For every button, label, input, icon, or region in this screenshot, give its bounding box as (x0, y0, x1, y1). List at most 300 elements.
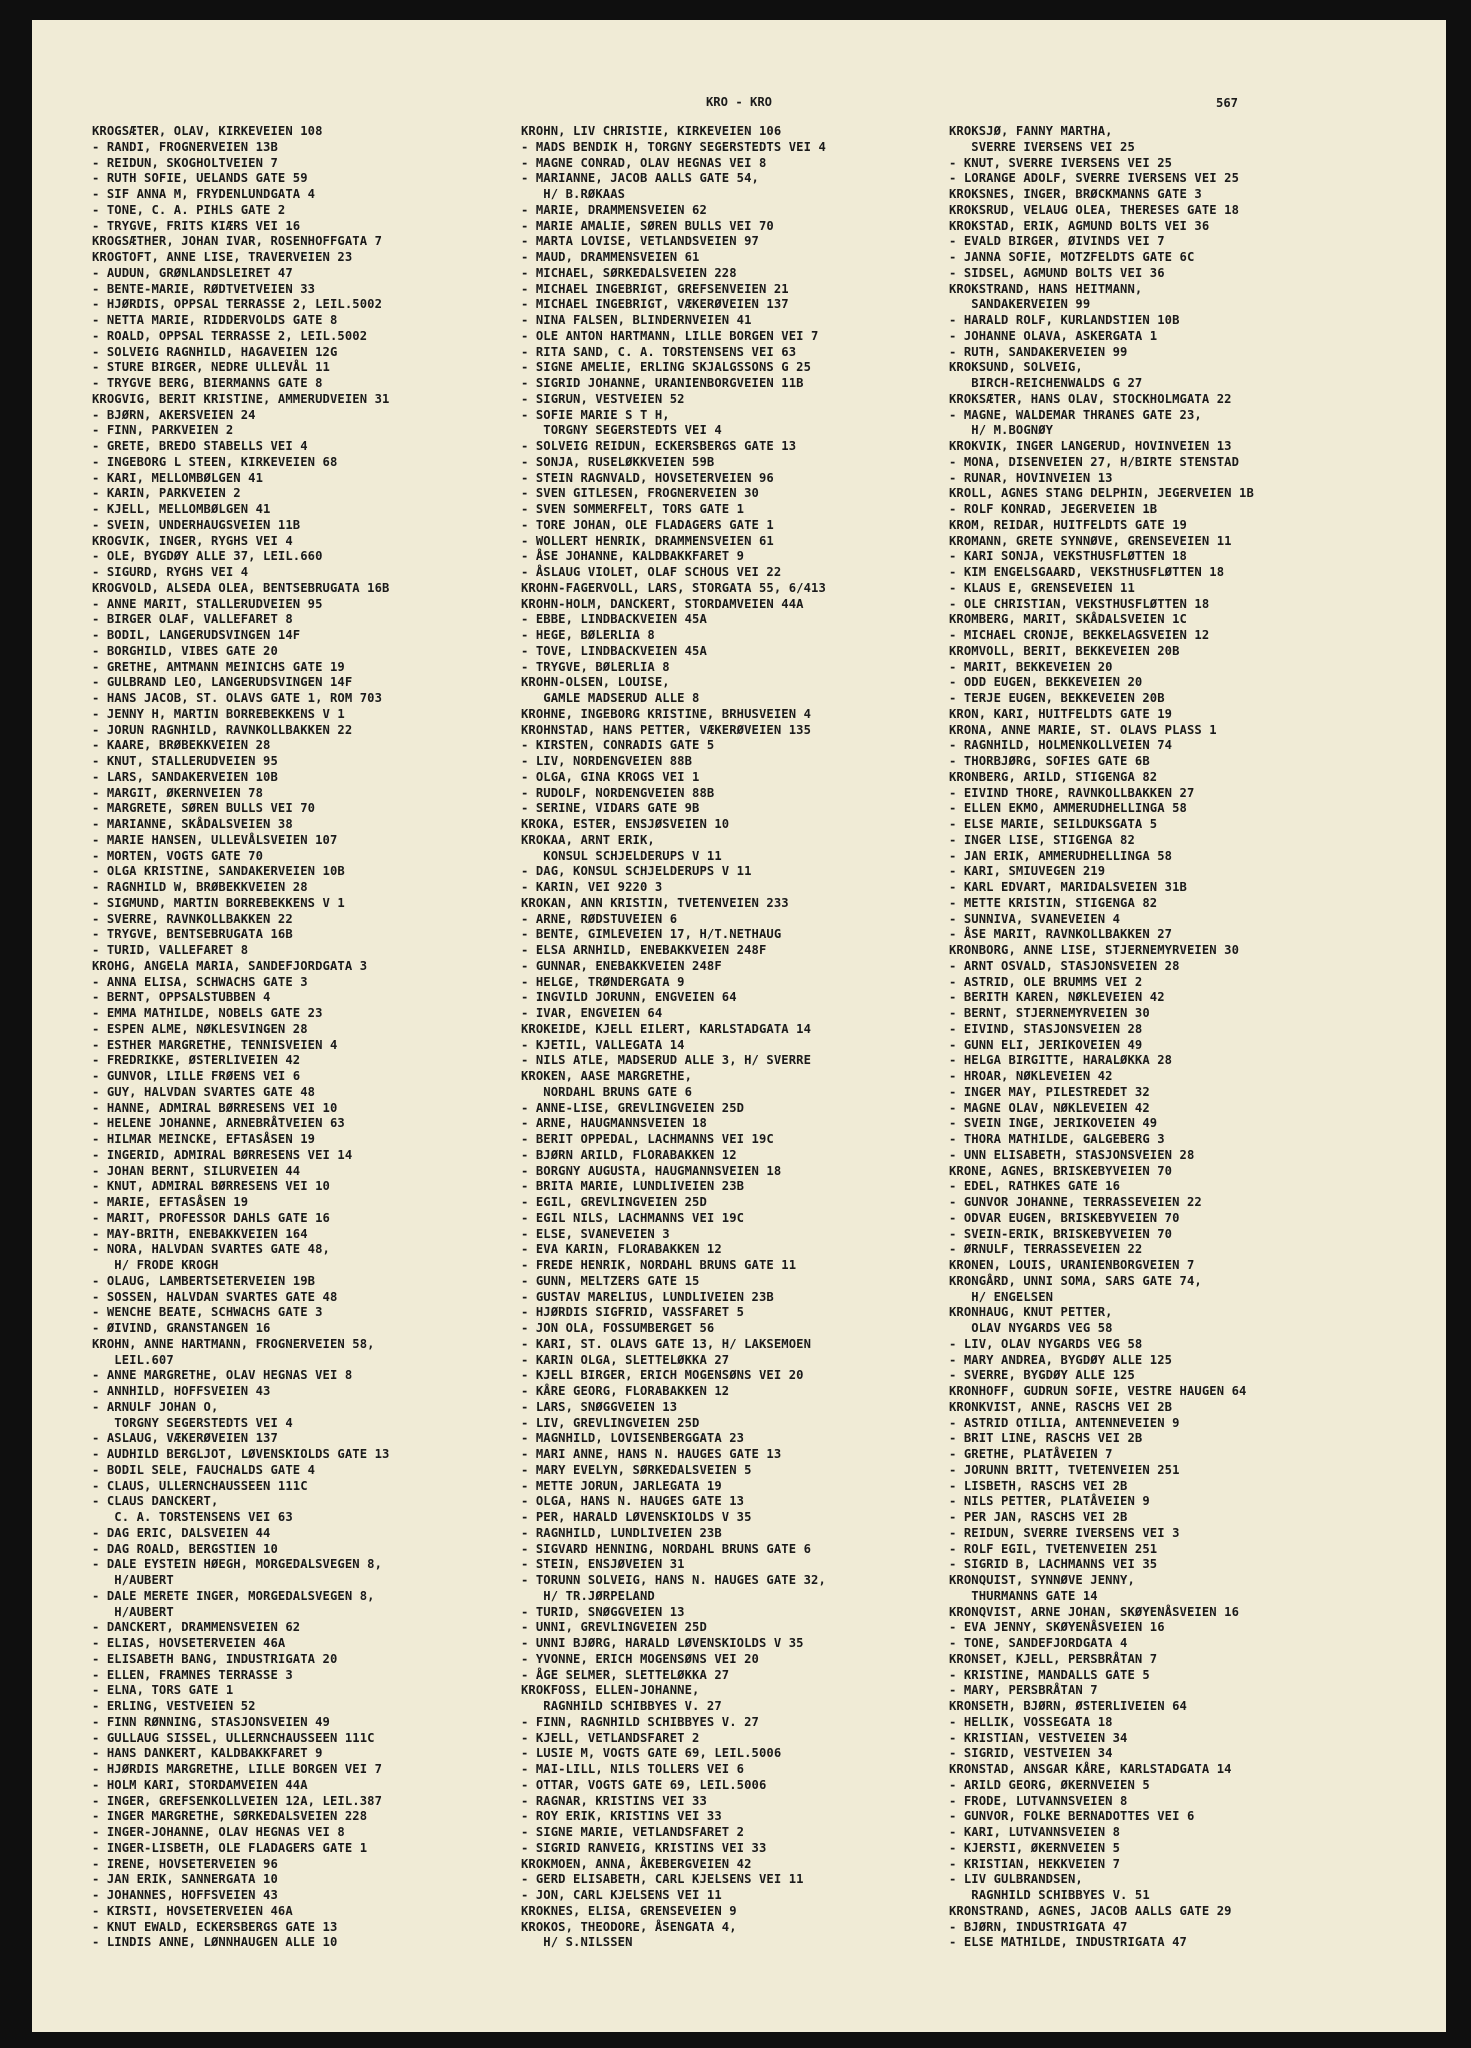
directory-entry: - FREDRIKKE, ØSTERLIVEIEN 42 (92, 1053, 301, 1068)
directory-entry: KROKSJØ, FANNY MARTHA, (949, 124, 1113, 138)
directory-entry: - ASLAUG, VÆKERØVEIEN 137 (92, 1431, 278, 1446)
directory-entry: - MARY, PERSBRÅTAN 7 (949, 1683, 1098, 1698)
directory-entry: RAGNHILD SCHIBBYES V. 51 (949, 1888, 1150, 1902)
directory-entry: - CLAUS DANCKERT, (92, 1494, 219, 1509)
directory-entry: - EIVIND THORE, RAVNKOLLBAKKEN 27 (949, 785, 1195, 800)
directory-entry: - BERIT OPPEDAL, LACHMANNS VEI 19C (521, 1132, 774, 1146)
directory-entry: - SIGRUN, VESTVEIEN 52 (521, 391, 685, 406)
directory-entry: - OTTAR, VOGTS GATE 69, LEIL.5006 (521, 1777, 767, 1792)
directory-entry: KRONQUIST, SYNNØVE JENNY, (949, 1573, 1135, 1587)
directory-entry: - ELNA, TORS GATE 1 (92, 1683, 234, 1698)
directory-entry: - OLGA, GINA KROGS VEI 1 (521, 769, 700, 784)
directory-entry: KROKSNES, INGER, BRØCKMANNS GATE 3 (949, 187, 1202, 201)
directory-entry: BIRCH-REICHENWALDS G 27 (949, 376, 1143, 390)
directory-entry: - ELSE MARIE, SEILDUKSGATA 5 (949, 817, 1158, 831)
directory-entry: KROKSRUD, VELAUG OLEA, THERESES GATE 18 (949, 202, 1240, 217)
directory-entry: - SVEIN, UNDERHAUGSVEIEN 11B (92, 517, 301, 532)
directory-entry: - ROLF EGIL, TVETENVEIEN 251 (949, 1541, 1158, 1556)
directory-entry: - KRISTIAN, HEKKVEIEN 7 (949, 1856, 1121, 1871)
directory-entry: - ASTRID OTILIA, ANTENNEVEIEN 9 (949, 1415, 1180, 1430)
directory-entry: - ARNT OSVALD, STASJONSVEIEN 28 (949, 958, 1180, 973)
directory-entry: - KARI, ST. OLAVS GATE 13, H/ LAKSEMOEN (521, 1336, 812, 1351)
directory-entry: - MARIANNE, SKÅDALSVEIEN 38 (92, 817, 293, 831)
directory-entry: KROHNSTAD, HANS PETTER, VÆKERØVEIEN 135 (521, 722, 812, 737)
directory-entry: - EVALD BIRGER, ØIVINDS VEI 7 (949, 234, 1165, 249)
directory-entry: KRONBORG, ANNE LISE, STJERNEMYRVEIEN 30 (949, 943, 1240, 957)
directory-entry: KROHN, LIV CHRISTIE, KIRKEVEIEN 106 (521, 124, 782, 138)
directory-entry: - TORE JOHAN, OLE FLADAGERS GATE 1 (521, 517, 774, 532)
directory-entry: - ANNHILD, HOFFSVEIEN 43 (92, 1384, 271, 1398)
directory-entry: - JORUNN BRITT, TVETENVEIEN 251 (949, 1462, 1180, 1477)
directory-entry: - ANNE MARIT, STALLERUDVEIEN 95 (92, 596, 323, 611)
directory-entry: - ANNE-LISE, GREVLINGVEIEN 25D (521, 1100, 745, 1115)
directory-entry: - UNNI BJØRG, HARALD LØVENSKIOLDS V 35 (521, 1636, 804, 1650)
directory-entry: KROM, REIDAR, HUITFELDTS GATE 19 (949, 517, 1187, 532)
directory-entry: - ASTRID, OLE BRUMMS VEI 2 (949, 974, 1143, 989)
directory-entry: - METTE KRISTIN, STIGENGA 82 (949, 895, 1158, 910)
directory-entry: KRON, KARI, HUITFELDTS GATE 19 (949, 706, 1173, 721)
directory-entry: - SVEN GITLESEN, FROGNERVEIEN 30 (521, 486, 759, 501)
directory-entry: - EDEL, RATHKES GATE 16 (949, 1179, 1121, 1194)
directory-entry: - SERINE, VIDARS GATE 9B (521, 801, 700, 816)
directory-entry: - MICHAEL, SØRKEDALSVEIEN 228 (521, 265, 737, 280)
directory-entry: KROMANN, GRETE SYNNØVE, GRENSEVEIEN 11 (949, 533, 1232, 548)
directory-entry: - WOLLERT HENRIK, DRAMMENSVEIEN 61 (521, 533, 774, 548)
directory-entry: - MAI-LILL, NILS TOLLERS VEI 6 (521, 1762, 745, 1776)
directory-entry: - SIGVARD HENNING, NORDAHL BRUNS GATE 6 (521, 1541, 812, 1556)
directory-entry: - BJØRN, INDUSTRIGATA 47 (949, 1919, 1128, 1934)
directory-entry: - KARIN, PARKVEIEN 2 (92, 486, 241, 501)
directory-entry: - HEGE, BØLERLIA 8 (521, 628, 655, 642)
directory-entry: - DALE EYSTEIN HØEGH, MORGEDALSVEGEN 8, (92, 1557, 383, 1572)
directory-entry: - MADS BENDIK H, TORGNY SEGERSTEDTS VEI 4 (521, 139, 826, 154)
directory-entry: - MICHAEL CRONJE, BEKKELAGSVEIEN 12 (949, 628, 1210, 642)
directory-entry: KROHN, ANNE HARTMANN, FROGNERVEIEN 58, (92, 1336, 375, 1351)
directory-entry: - BODIL SELE, FAUCHALDS GATE 4 (92, 1462, 316, 1477)
directory-entry: - NILS PETTER, PLATÅVEIEN 9 (949, 1494, 1150, 1509)
directory-entry: - FINN, PARKVEIEN 2 (92, 423, 234, 438)
directory-entry: H/ S.NILSSEN (521, 1935, 633, 1950)
directory-entry: - MORTEN, VOGTS GATE 70 (92, 848, 264, 863)
directory-entry: - SOFIE MARIE S T H, (521, 407, 670, 422)
directory-entry: - HJØRDIS MARGRETHE, LILLE BORGEN VEI 7 (92, 1762, 383, 1776)
directory-entry: - KNUT, SVERRE IVERSENS VEI 25 (949, 155, 1173, 170)
directory-entry: KROLL, AGNES STANG DELPHIN, JEGERVEIEN 1B (949, 486, 1254, 501)
directory-entry: - DANCKERT, DRAMMENSVEIEN 62 (92, 1620, 301, 1635)
directory-entry: - SIGMUND, MARTIN BORREBEKKENS V 1 (92, 895, 345, 910)
directory-entry: - FRODE, LUTVANNSVEIEN 8 (949, 1793, 1128, 1808)
directory-entry: KROHN-HOLM, DANCKERT, STORDAMVEIEN 44A (521, 596, 804, 611)
directory-entry: - JOHANNES, HOFFSVEIEN 43 (92, 1888, 278, 1902)
directory-entry: - BORGNY AUGUSTA, HAUGMANNSVEIEN 18 (521, 1163, 782, 1178)
directory-entry: - LIV, GREVLINGVEIEN 25D (521, 1415, 700, 1430)
directory-entry: - KARIN OLGA, SLETTELØKKA 27 (521, 1352, 730, 1367)
directory-entry: - NORA, HALVDAN SVARTES GATE 48, (92, 1242, 330, 1257)
directory-entry: - GULLAUG SISSEL, ULLERNCHAUSSEEN 111C (92, 1730, 375, 1745)
directory-entry: - LUSIE M, VOGTS GATE 69, LEIL.5006 (521, 1746, 782, 1761)
directory-column-2 (521, 124, 826, 1951)
directory-entry: KONSUL SCHJELDERUPS V 11 (521, 848, 722, 863)
directory-entry: - KJELL, MELLOMBØLGEN 41 (92, 502, 271, 516)
directory-entry: - JOHANNE OLAVA, ASKERGATA 1 (949, 328, 1158, 343)
directory-entry: - HELENE JOHANNE, ARNEBRÅTVEIEN 63 (92, 1116, 345, 1131)
directory-entry: - HROAR, NØKLEVEIEN 42 (949, 1069, 1113, 1083)
directory-entry: KROGTOFT, ANNE LISE, TRAVERVEIEN 23 (92, 250, 353, 264)
directory-entry: - GRETE, BREDO STABELLS VEI 4 (92, 439, 308, 453)
directory-entry: - STEIN, ENSJØVEIEN 31 (521, 1557, 685, 1572)
directory-entry: - ØRNULF, TERRASSEVEIEN 22 (949, 1242, 1143, 1257)
directory-entry: - SVEIN-ERIK, BRISKEBYVEIEN 70 (949, 1226, 1173, 1241)
directory-entry: - ÅGE SELMER, SLETTELØKKA 27 (521, 1667, 730, 1682)
directory-entry: - EBBE, LINDBACKVEIEN 45A (521, 612, 707, 627)
directory-entry: - INGER MAY, PILESTREDET 32 (949, 1084, 1150, 1099)
directory-entry: KROGSÆTHER, JOHAN IVAR, ROSENHOFFGATA 7 (92, 234, 383, 249)
directory-entry: - OLGA KRISTINE, SANDAKERVEIEN 10B (92, 864, 345, 879)
directory-entry: - BRITA MARIE, LUNDLIVEIEN 23B (521, 1179, 745, 1194)
directory-entry: - ELSE, SVANEVEIEN 3 (521, 1226, 670, 1241)
directory-entry: - JOHAN BERNT, SILURVEIEN 44 (92, 1163, 301, 1178)
directory-entry: - TONE, SANDEFJORDGATA 4 (949, 1636, 1128, 1650)
directory-entry: - MARIT, PROFESSOR DAHLS GATE 16 (92, 1210, 330, 1225)
directory-entry: - LIV GULBRANDSEN, (949, 1872, 1083, 1887)
directory-entry: - INGER, GREFSENKOLLVEIEN 12A, LEIL.387 (92, 1793, 383, 1808)
directory-entry: - KRISTIAN, VESTVEIEN 34 (949, 1730, 1128, 1745)
directory-entry: - TURID, VALLEFARET 8 (92, 943, 249, 957)
directory-entry: - DALE MERETE INGER, MORGEDALSVEGEN 8, (92, 1588, 375, 1603)
directory-entry: H/ ENGELSEN (949, 1289, 1054, 1304)
directory-entry: - SVEIN INGE, JERIKOVEIEN 49 (949, 1116, 1158, 1131)
directory-entry: KROGVIK, INGER, RYGHS VEI 4 (92, 533, 293, 548)
directory-entry: - MARGRETE, SØREN BULLS VEI 70 (92, 801, 316, 816)
directory-entry: - EIVIND, STASJONSVEIEN 28 (949, 1021, 1143, 1036)
directory-entry: - BENTE, GIMLEVEIEN 17, H/T.NETHAUG (521, 927, 782, 942)
directory-entry: KRONGÅRD, UNNI SOMA, SARS GATE 74, (949, 1273, 1202, 1288)
directory-entry: - ROY ERIK, KRISTINS VEI 33 (521, 1809, 722, 1824)
directory-entry: - HANNE, ADMIRAL BØRRESENS VEI 10 (92, 1100, 338, 1115)
directory-entry: - SOLVEIG RAGNHILD, HAGAVEIEN 12G (92, 344, 338, 359)
directory-entry: - UNN ELISABETH, STASJONSVEIEN 28 (949, 1147, 1195, 1162)
directory-entry: - ELLEN, FRAMNES TERRASSE 3 (92, 1667, 293, 1682)
directory-entry: - RAGNHILD, LUNDLIVEIEN 23B (521, 1525, 722, 1540)
directory-entry: - SVERRE, RAVNKOLLBAKKEN 22 (92, 911, 293, 926)
directory-entry: - AUDHILD BERGLJOT, LØVENSKIOLDS GATE 13 (92, 1447, 390, 1461)
directory-entry: - ARNULF JOHAN O, (92, 1399, 219, 1414)
directory-entry: H/AUBERT (92, 1573, 174, 1587)
directory-entry: - TOVE, LINDBACKVEIEN 45A (521, 643, 707, 658)
directory-entry: - NETTA MARIE, RIDDERVOLDS GATE 8 (92, 313, 338, 327)
directory-entry: - MARIE HANSEN, ULLEVÅLSVEIEN 107 (92, 832, 338, 847)
directory-entry: - BENTE-MARIE, RØDTVETVEIEN 33 (92, 281, 316, 296)
directory-entry: - BERNT, OPPSALSTUBBEN 4 (92, 990, 271, 1005)
directory-entry: - GRETHE, PLATÅVEIEN 7 (949, 1447, 1113, 1461)
page-number: 567 (1216, 96, 1239, 110)
directory-entry: TORGNY SEGERSTEDTS VEI 4 (92, 1415, 293, 1430)
directory-entry: - GRETHE, AMTMANN MEINICHS GATE 19 (92, 659, 345, 674)
directory-entry: SVERRE IVERSENS VEI 25 (949, 139, 1135, 154)
directory-entry: - IVAR, ENGVEIEN 64 (521, 1006, 663, 1020)
directory-entry: KROHG, ANGELA MARIA, SANDEFJORDGATA 3 (92, 958, 368, 973)
directory-entry: - EVA JENNY, SKØYENÅSVEIEN 16 (949, 1620, 1165, 1635)
directory-entry: - BJØRN ARILD, FLORABAKKEN 12 (521, 1147, 737, 1162)
directory-entry: KROGSÆTER, OLAV, KIRKEVEIEN 108 (92, 124, 323, 138)
directory-entry: - NINA FALSEN, BLINDERNVEIEN 41 (521, 313, 752, 327)
directory-entry: - PER, HARALD LØVENSKIOLDS V 35 (521, 1510, 752, 1524)
directory-entry: - BRIT LINE, RASCHS VEI 2B (949, 1431, 1143, 1446)
directory-entry: THURMANNS GATE 14 (949, 1588, 1098, 1603)
directory-entry: KROKNES, ELISA, GRENSEVEIEN 9 (521, 1903, 737, 1918)
directory-entry: - JORUN RAGNHILD, RAVNKOLLBAKKEN 22 (92, 722, 353, 737)
directory-entry: - ARILD GEORG, ØKERNVEIEN 5 (949, 1777, 1150, 1792)
directory-entry: - LIV, NORDENGVEIEN 88B (521, 754, 693, 768)
directory-entry: - TERJE EUGEN, BEKKEVEIEN 20B (949, 691, 1165, 705)
directory-entry: - LINDIS ANNE, LØNNHAUGEN ALLE 10 (92, 1935, 338, 1950)
directory-entry: - INGEBORG L STEEN, KIRKEVEIEN 68 (92, 454, 338, 469)
directory-entry: - KIRSTEN, CONRADIS GATE 5 (521, 738, 715, 753)
directory-entry: - HARALD ROLF, KURLANDSTIEN 10B (949, 313, 1180, 327)
directory-entry: - KJETIL, VALLEGATA 14 (521, 1037, 685, 1052)
directory-entry: - EVA KARIN, FLORABAKKEN 12 (521, 1242, 722, 1257)
directory-entry: - SOSSEN, HALVDAN SVARTES GATE 48 (92, 1289, 338, 1304)
directory-entry: - RUTH SOFIE, UELANDS GATE 59 (92, 171, 308, 186)
directory-entry: KROMVOLL, BERIT, BEKKEVEIEN 20B (949, 643, 1180, 658)
directory-entry: KRONKVIST, ANNE, RASCHS VEI 2B (949, 1399, 1173, 1414)
directory-entry: - MONA, DISENVEIEN 27, H/BIRTE STENSTAD (949, 454, 1240, 469)
directory-entry: - OLGA, HANS N. HAUGES GATE 13 (521, 1494, 745, 1509)
directory-entry: - JAN ERIK, AMMERUDHELLINGA 58 (949, 848, 1173, 863)
directory-entry: - KARL EDVART, MARIDALSVEIEN 31B (949, 880, 1187, 894)
directory-entry: - MARTA LOVISE, VETLANDSVEIEN 97 (521, 234, 759, 249)
directory-entry: - TRYGVE, FRITS KIÆRS VEI 16 (92, 218, 301, 233)
directory-entry: KRONQVIST, ARNE JOHAN, SKØYENÅSVEIEN 16 (949, 1604, 1240, 1619)
directory-entry: KROGVOLD, ALSEDA OLEA, BENTSEBRUGATA 16B (92, 580, 390, 595)
directory-entry: - RUNAR, HOVINVEIEN 13 (949, 470, 1113, 485)
directory-entry: - KAARE, BRØBEKKVEIEN 28 (92, 738, 271, 753)
directory-entry: - GERD ELISABETH, CARL KJELSENS VEI 11 (521, 1872, 804, 1887)
directory-entry: KROKAN, ANN KRISTIN, TVETENVEIEN 233 (521, 895, 789, 910)
directory-entry: KROKSUND, SOLVEIG, (949, 360, 1083, 375)
directory-entry: - INGER-JOHANNE, OLAV HEGNAS VEI 8 (92, 1825, 345, 1839)
directory-entry: - MAUD, DRAMMENSVEIEN 61 (521, 250, 700, 264)
directory-entry: KRONSTAD, ANSGAR KÅRE, KARLSTADGATA 14 (949, 1762, 1232, 1776)
directory-entry: - ELIAS, HOVSETERVEIEN 46A (92, 1636, 286, 1650)
directory-entry: - KÅRE GEORG, FLORABAKKEN 12 (521, 1384, 730, 1398)
directory-entry: - EMMA MATHILDE, NOBELS GATE 23 (92, 1006, 323, 1020)
directory-entry: - LORANGE ADOLF, SVERRE IVERSENS VEI 25 (949, 171, 1240, 186)
directory-entry: - DAG ERIC, DALSVEIEN 44 (92, 1525, 271, 1540)
directory-entry: - MARI ANNE, HANS N. HAUGES GATE 13 (521, 1447, 782, 1461)
directory-entry: - ANNA ELISA, SCHWACHS GATE 3 (92, 974, 308, 989)
directory-entry: - MAGNE CONRAD, OLAV HEGNAS VEI 8 (521, 155, 767, 170)
directory-entry: - METTE JORUN, JARLEGATA 19 (521, 1478, 722, 1493)
directory-entry: - KARIN, VEI 9220 3 (521, 880, 663, 894)
directory-entry: GAMLE MADSERUD ALLE 8 (521, 691, 700, 705)
directory-entry: - KARI, SMIUVEGEN 219 (949, 864, 1106, 879)
directory-entry: - SIDSEL, AGMUND BOLTS VEI 36 (949, 265, 1165, 280)
directory-entry: - KARI SONJA, VEKSTHUSFLØTTEN 18 (949, 549, 1187, 564)
directory-entry: - KNUT, ADMIRAL BØRRESENS VEI 10 (92, 1179, 330, 1194)
directory-entry: - EGIL NILS, LACHMANNS VEI 19C (521, 1210, 745, 1225)
directory-entry: - LISBETH, RASCHS VEI 2B (949, 1478, 1128, 1493)
directory-entry: - KARI, LUTVANNSVEIEN 8 (949, 1825, 1121, 1839)
directory-entry: KRONSET, KJELL, PERSBRÅTAN 7 (949, 1651, 1158, 1666)
directory-entry: - ELISABETH BANG, INDUSTRIGATA 20 (92, 1651, 338, 1666)
directory-entry: - WENCHE BEATE, SCHWACHS GATE 3 (92, 1305, 323, 1320)
directory-entry: - OLE CHRISTIAN, VEKSTHUSFLØTTEN 18 (949, 596, 1210, 611)
directory-entry: - RAGNHILD W, BRØBEKKVEIEN 28 (92, 880, 308, 894)
directory-entry: - MARIANNE, JACOB AALLS GATE 54, (521, 171, 759, 186)
directory-entry: - KIM ENGELSGAARD, VEKSTHUSFLØTTEN 18 (949, 565, 1225, 579)
directory-entry: KROGVIG, BERIT KRISTINE, AMMERUDVEIEN 31 (92, 391, 390, 406)
directory-entry: - INGER-LISBETH, OLE FLADAGERS GATE 1 (92, 1840, 368, 1855)
directory-entry: TORGNY SEGERSTEDTS VEI 4 (521, 423, 722, 438)
directory-entry: KRONHAUG, KNUT PETTER, (949, 1305, 1113, 1320)
directory-entry: - GUSTAV MARELIUS, LUNDLIVEIEN 23B (521, 1289, 774, 1304)
directory-entry: - JAN ERIK, SANNERGATA 10 (92, 1872, 278, 1887)
directory-column-1 (92, 124, 390, 1951)
directory-entry: - REIDUN, SKOGHOLTVEIEN 7 (92, 155, 278, 170)
directory-entry: - LARS, SANDAKERVEIEN 10B (92, 769, 278, 784)
directory-entry: - TORUNN SOLVEIG, HANS N. HAUGES GATE 32, (521, 1573, 826, 1587)
directory-column-3 (949, 124, 1254, 1951)
directory-entry: - NILS ATLE, MADSERUD ALLE 3, H/ SVERRE (521, 1053, 812, 1068)
directory-entry: KRONE, AGNES, BRISKEBYVEIEN 70 (949, 1163, 1173, 1178)
directory-entry: KROKEN, AASE MARGRETHE, (521, 1069, 693, 1083)
directory-entry: - BERITH KAREN, NØKLEVEIEN 42 (949, 990, 1165, 1005)
directory-entry: - ELSE MATHILDE, INDUSTRIGATA 47 (949, 1935, 1187, 1950)
directory-entry: KROMBERG, MARIT, SKÅDALSVEIEN 1C (949, 612, 1187, 627)
directory-entry: - RUDOLF, NORDENGVEIEN 88B (521, 785, 715, 800)
directory-entry: - MARGIT, ØKERNVEIEN 78 (92, 785, 264, 800)
directory-entry: KRONHOFF, GUDRUN SOFIE, VESTRE HAUGEN 64 (949, 1384, 1247, 1398)
directory-page (32, 20, 1446, 2032)
directory-entry: H/AUBERT (92, 1604, 174, 1619)
directory-entry: - EGIL, GREVLINGVEIEN 25D (521, 1195, 707, 1209)
directory-entry: - CLAUS, ULLERNCHAUSSEEN 111C (92, 1478, 308, 1493)
directory-entry: KROKSTRAND, HANS HEITMANN, (949, 281, 1143, 296)
directory-entry: - MAY-BRITH, ENEBAKKVEIEN 164 (92, 1226, 308, 1241)
directory-entry: - ÅSE JOHANNE, KALDBAKKFARET 9 (521, 549, 745, 564)
directory-entry: H/ B.RØKAAS (521, 187, 626, 201)
directory-entry: - HELGA BIRGITTE, HARALØKKA 28 (949, 1053, 1173, 1068)
directory-entry: KRONA, ANNE MARIE, ST. OLAVS PLASS 1 (949, 722, 1217, 737)
directory-entry: - MARY ANDREA, BYGDØY ALLE 125 (949, 1352, 1173, 1367)
directory-entry: - SIGRID RANVEIG, KRISTINS VEI 33 (521, 1840, 767, 1855)
directory-entry: - JON, CARL KJELSENS VEI 11 (521, 1888, 722, 1902)
directory-entry: - ELLEN EKMO, AMMERUDHELLINGA 58 (949, 801, 1187, 816)
directory-entry: - ERLING, VESTVEIEN 52 (92, 1699, 256, 1713)
directory-entry: - MAGNE OLAV, NØKLEVEIEN 42 (949, 1100, 1150, 1115)
directory-entry: - IRENE, HOVSETERVEIEN 96 (92, 1856, 278, 1871)
directory-entry: - INGERID, ADMIRAL BØRRESENS VEI 14 (92, 1147, 353, 1162)
directory-entry: KROHN-OLSEN, LOUISE, (521, 675, 670, 690)
directory-entry: - MAGNHILD, LOVISENBERGGATA 23 (521, 1431, 745, 1446)
directory-entry: - KJELL BIRGER, ERICH MOGENSØNS VEI 20 (521, 1368, 804, 1383)
directory-entry: - REIDUN, SVERRE IVERSENS VEI 3 (949, 1525, 1180, 1540)
directory-entry: - ROLF KONRAD, JEGERVEIEN 1B (949, 502, 1158, 516)
directory-entry: - MICHAEL INGEBRIGT, VÆKERØVEIEN 137 (521, 297, 789, 312)
directory-entry: - BJØRN, AKERSVEIEN 24 (92, 407, 256, 422)
directory-entry: C. A. TORSTENSENS VEI 63 (92, 1510, 293, 1524)
directory-entry: - HJØRDIS SIGFRID, VASSFARET 5 (521, 1305, 745, 1320)
directory-entry: - STEIN RAGNVALD, HOVSETERVEIEN 96 (521, 470, 774, 485)
directory-entry: H/ TR.JØRPELAND (521, 1588, 655, 1603)
directory-entry: - RANDI, FROGNERVEIEN 13B (92, 139, 278, 154)
directory-entry: - GUY, HALVDAN SVARTES GATE 48 (92, 1084, 316, 1099)
directory-entry: - LIV, OLAV NYGARDS VEG 58 (949, 1336, 1143, 1351)
directory-entry: - GUNN, MELTZERS GATE 15 (521, 1273, 700, 1288)
directory-entry: - SUNNIVA, SVANEVEIEN 4 (949, 911, 1121, 926)
directory-entry: - RUTH, SANDAKERVEIEN 99 (949, 344, 1128, 359)
directory-entry: - SIGURD, RYGHS VEI 4 (92, 565, 249, 579)
directory-entry: - ELSA ARNHILD, ENEBAKKVEIEN 248F (521, 943, 767, 957)
directory-entry: - INGER LISE, STIGENGA 82 (949, 832, 1135, 847)
directory-entry: KROKSTAD, ERIK, AGMUND BOLTS VEI 36 (949, 218, 1210, 233)
directory-entry: - HOLM KARI, STORDAMVEIEN 44A (92, 1777, 308, 1792)
directory-entry: OLAV NYGARDS VEG 58 (949, 1321, 1113, 1335)
directory-entry: - BERNT, STJERNEMYRVEIEN 30 (949, 1006, 1150, 1020)
directory-entry: - FINN, RAGNHILD SCHIBBYES V. 27 (521, 1714, 759, 1729)
directory-entry: KROKA, ESTER, ENSJØSVEIEN 10 (521, 817, 730, 831)
directory-entry: - SIGNE AMELIE, ERLING SKJALGSSONS G 25 (521, 360, 812, 375)
directory-entry: - MARIE AMALIE, SØREN BULLS VEI 70 (521, 218, 774, 233)
directory-entry: - HJØRDIS, OPPSAL TERRASSE 2, LEIL.5002 (92, 297, 383, 312)
directory-entry: - ØIVIND, GRANSTANGEN 16 (92, 1321, 271, 1335)
directory-entry: - MARIE, DRAMMENSVEIEN 62 (521, 202, 707, 217)
directory-entry: - RITA SAND, C. A. TORSTENSENS VEI 63 (521, 344, 797, 359)
directory-entry: - KRISTINE, MANDALLS GATE 5 (949, 1667, 1150, 1682)
directory-entry: - TRYGVE, BENTSEBRUGATA 16B (92, 927, 293, 942)
directory-entry: - ÅSLAUG VIOLET, OLAF SCHOUS VEI 22 (521, 565, 782, 579)
directory-entry: SANDAKERVEIEN 99 (949, 297, 1091, 312)
directory-entry: - ESPEN ALME, NØKLESVINGEN 28 (92, 1021, 308, 1036)
directory-entry: - GUNVOR, LILLE FRØENS VEI 6 (92, 1069, 301, 1083)
directory-entry: - HANS JACOB, ST. OLAVS GATE 1, ROM 703 (92, 691, 383, 705)
directory-entry: KRONSTRAND, AGNES, JACOB AALLS GATE 29 (949, 1903, 1232, 1918)
directory-entry: - HELLIK, VOSSEGATA 18 (949, 1714, 1113, 1729)
directory-entry: H/ FRODE KROGH (92, 1258, 219, 1272)
directory-entry: - FREDE HENRIK, NORDAHL BRUNS GATE 11 (521, 1258, 797, 1272)
directory-entry: - ODVAR EUGEN, BRISKEBYVEIEN 70 (949, 1210, 1180, 1225)
directory-entry: KRONSETH, BJØRN, ØSTERLIVEIEN 64 (949, 1699, 1187, 1713)
directory-entry: - UNNI, GREVLINGVEIEN 25D (521, 1620, 707, 1635)
directory-entry: - RAGNAR, KRISTINS VEI 33 (521, 1793, 707, 1808)
directory-entry: - ARNE, RØDSTUVEIEN 6 (521, 911, 678, 926)
directory-entry: - ROALD, OPPSAL TERRASSE 2, LEIL.5002 (92, 328, 368, 343)
directory-entry: - TURID, SNØGGVEIEN 13 (521, 1604, 685, 1619)
directory-entry: - LARS, SNØGGVEIEN 13 (521, 1399, 678, 1414)
directory-entry: KROHNE, INGEBORG KRISTINE, BRHUSVEIEN 4 (521, 706, 812, 721)
directory-entry: - JENNY H, MARTIN BORREBEKKENS V 1 (92, 706, 345, 721)
directory-entry: - TONE, C. A. PIHLS GATE 2 (92, 202, 286, 217)
directory-entry: - KNUT, STALLERUDVEIEN 95 (92, 754, 278, 768)
directory-entry: KROKEIDE, KJELL EILERT, KARLSTADGATA 14 (521, 1021, 812, 1036)
directory-entry: - HELGE, TRØNDERGATA 9 (521, 974, 685, 989)
directory-entry: - PER JAN, RASCHS VEI 2B (949, 1510, 1128, 1524)
directory-entry: - ANNE MARGRETHE, OLAV HEGNAS VEI 8 (92, 1368, 353, 1383)
directory-entry: H/ M.BOGNØY (949, 423, 1054, 438)
directory-entry: - YVONNE, ERICH MOGENSØNS VEI 20 (521, 1651, 759, 1666)
directory-entry: - KIRSTI, HOVSETERVEIEN 46A (92, 1903, 293, 1918)
directory-entry: - INGVILD JORUNN, ENGVEIEN 64 (521, 990, 737, 1005)
directory-entry: - THORBJØRG, SOFIES GATE 6B (949, 754, 1150, 768)
directory-entry: - DAG ROALD, BERGSTIEN 10 (92, 1541, 278, 1556)
directory-entry: - ÅSE MARIT, RAVNKOLLBAKKEN 27 (949, 927, 1173, 942)
directory-entry: - INGER MARGRETHE, SØRKEDALSVEIEN 228 (92, 1809, 368, 1824)
directory-entry: KROKMOEN, ANNA, ÅKEBERGVEIEN 42 (521, 1856, 752, 1871)
directory-entry: KRONBERG, ARILD, STIGENGA 82 (949, 769, 1158, 784)
directory-entry: - BODIL, LANGERUDSVINGEN 14F (92, 628, 301, 642)
directory-entry: KROKAA, ARNT ERIK, (521, 832, 655, 847)
